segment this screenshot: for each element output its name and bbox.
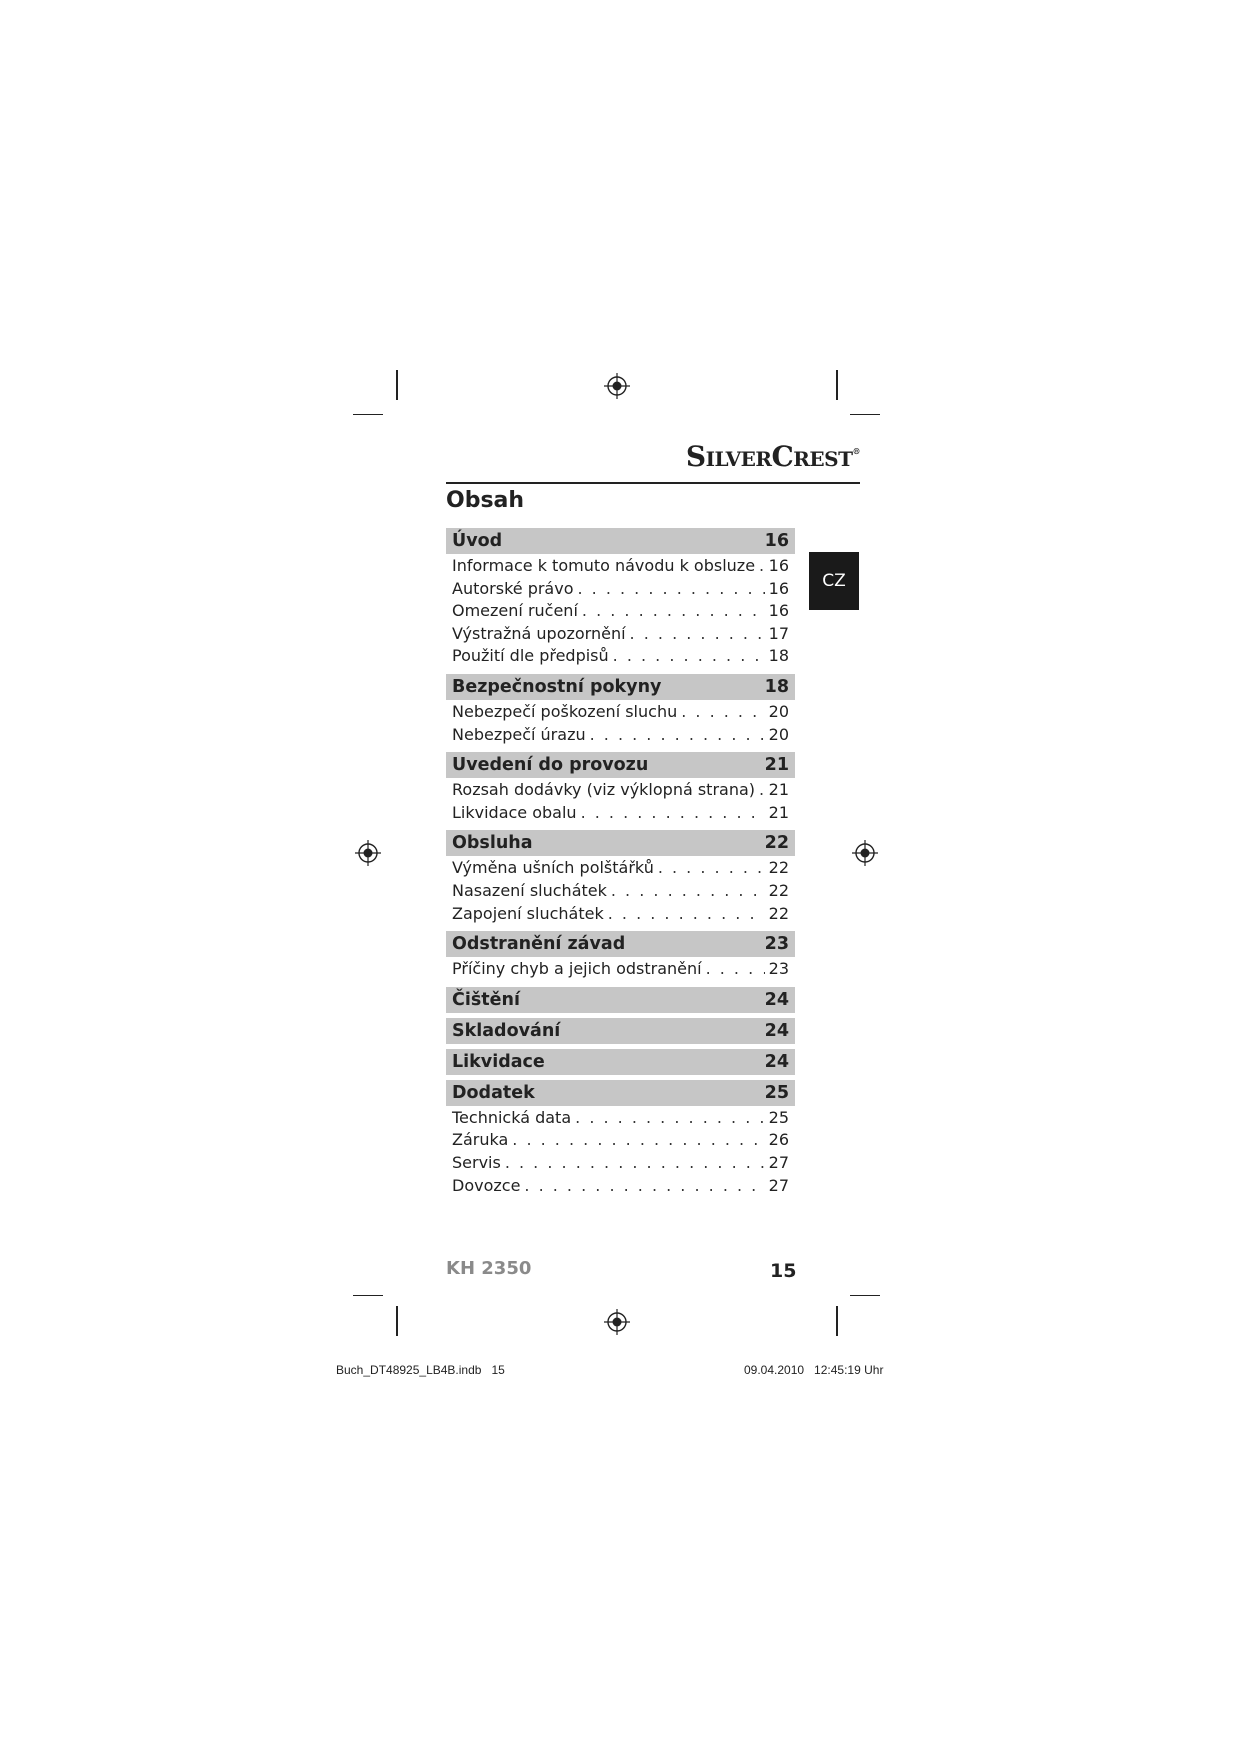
toc-entry-label: Likvidace obalu bbox=[452, 802, 577, 822]
toc-entry-label: Servis bbox=[452, 1152, 501, 1172]
header-rule bbox=[446, 482, 860, 484]
toc-leader-dots bbox=[505, 1153, 765, 1172]
toc-section bbox=[446, 1080, 795, 1198]
toc-leader-dots bbox=[524, 1176, 764, 1195]
toc-entry bbox=[446, 646, 795, 669]
print-slug-file: Buch_DT48925_LB4B.indb 15 bbox=[336, 1363, 505, 1377]
crop-mark bbox=[850, 1295, 880, 1296]
crop-mark bbox=[836, 370, 838, 400]
toc-leader-dots bbox=[630, 624, 765, 643]
toc-entry-page: 26 bbox=[768, 1130, 789, 1150]
toc-entry bbox=[446, 1108, 795, 1131]
toc-entry-label: Informace k tomuto návodu k obsluze bbox=[452, 556, 756, 575]
toc-section bbox=[446, 528, 795, 669]
print-slug-timestamp: 09.04.2010 12:45:19 Uhr bbox=[744, 1363, 884, 1377]
toc-leader-dots bbox=[706, 959, 765, 978]
toc-entry-page: 16 bbox=[768, 556, 789, 575]
toc-entry-page: 21 bbox=[768, 780, 789, 800]
toc-entry-page: 22 bbox=[768, 858, 789, 878]
toc-section-heading bbox=[446, 830, 795, 856]
toc-section-title: Čištění bbox=[452, 989, 520, 1010]
toc-section bbox=[446, 931, 795, 982]
toc-entry-page: 21 bbox=[768, 802, 789, 822]
toc-section bbox=[446, 752, 795, 825]
toc-entry-label: Příčiny chyb a jejich odstranění bbox=[452, 959, 702, 979]
toc-leader-dots bbox=[582, 601, 765, 620]
toc-section bbox=[446, 1049, 795, 1075]
toc-entry bbox=[446, 858, 795, 881]
toc-entry-label: Nebezpečí úrazu bbox=[452, 724, 586, 744]
toc-entry-label: Použití dle předpisů bbox=[452, 646, 609, 666]
toc-entry-page: 16 bbox=[768, 601, 789, 621]
language-tab: CZ bbox=[809, 552, 859, 610]
toc-entry-label: Nasazení sluchátek bbox=[452, 880, 607, 900]
toc-entry bbox=[446, 803, 795, 826]
toc-section-page: 21 bbox=[764, 755, 789, 776]
toc-section-heading bbox=[446, 674, 795, 700]
toc-section bbox=[446, 674, 795, 747]
toc-section bbox=[446, 987, 795, 1013]
toc-section-heading bbox=[446, 1049, 795, 1075]
crop-mark bbox=[353, 1295, 383, 1296]
toc-entry-page: 16 bbox=[768, 578, 789, 598]
toc-entry-page: 18 bbox=[768, 646, 789, 666]
crop-mark bbox=[353, 414, 383, 415]
toc-entry bbox=[446, 624, 795, 647]
toc-entry-label: Technická data bbox=[452, 1107, 572, 1127]
toc-section bbox=[446, 1018, 795, 1044]
toc-entry bbox=[446, 601, 795, 624]
toc-entry bbox=[446, 1176, 795, 1199]
toc-section-heading bbox=[446, 528, 795, 554]
toc-section-page: 18 bbox=[764, 676, 789, 697]
toc-leader-dots bbox=[581, 803, 765, 822]
toc-section-heading bbox=[446, 987, 795, 1013]
toc-section-page: 22 bbox=[764, 833, 789, 854]
toc-section-title: Odstranění závad bbox=[452, 934, 626, 955]
toc-section-page: 23 bbox=[764, 934, 789, 955]
toc-entry-label: Rozsah dodávky (viz výklopná strana) bbox=[452, 780, 756, 800]
toc-leader-dots bbox=[681, 702, 764, 721]
toc-entry-page: 22 bbox=[768, 903, 789, 923]
toc-section-heading bbox=[446, 1018, 795, 1044]
toc-leader-dots bbox=[577, 579, 764, 598]
toc-section-title: Úvod bbox=[452, 531, 503, 551]
toc-entry-page: 22 bbox=[768, 880, 789, 900]
page-title: Obsah bbox=[446, 488, 525, 513]
toc-entry bbox=[446, 579, 795, 602]
model-number: KH 2350 bbox=[446, 1258, 532, 1279]
crop-mark bbox=[850, 414, 880, 415]
toc-entry bbox=[446, 780, 795, 803]
toc-entry-label: Záruka bbox=[452, 1130, 509, 1150]
crop-mark bbox=[396, 370, 398, 400]
toc-leader-dots bbox=[658, 858, 765, 877]
toc-section-title: Skladování bbox=[452, 1020, 561, 1041]
toc-entry bbox=[446, 904, 795, 927]
toc-section-page: 25 bbox=[764, 1082, 789, 1103]
page-number: 15 bbox=[770, 1260, 797, 1282]
toc-leader-dots bbox=[590, 725, 765, 744]
toc-entry-label: Autorské právo bbox=[452, 578, 574, 598]
registration-mark-icon bbox=[355, 840, 381, 866]
toc-entry-label: Výměna ušních polštářků bbox=[452, 858, 654, 878]
toc-section-title: Bezpečnostní pokyny bbox=[452, 676, 662, 697]
toc-section-title: Obsluha bbox=[452, 833, 533, 854]
toc-leader-dots bbox=[575, 1108, 765, 1127]
toc-leader-dots bbox=[512, 1130, 764, 1149]
toc-entry-page: 17 bbox=[768, 623, 789, 643]
crop-mark bbox=[396, 1306, 398, 1336]
toc-entry-label: Zapojení sluchátek bbox=[452, 903, 604, 923]
table-of-contents bbox=[446, 528, 795, 1203]
toc-entry bbox=[446, 725, 795, 748]
toc-entry-label: Výstražná upozornění bbox=[452, 623, 626, 643]
toc-leader-dots bbox=[611, 881, 765, 900]
toc-entry bbox=[446, 556, 795, 579]
toc-entry-page: 23 bbox=[768, 959, 789, 979]
toc-entry-page: 20 bbox=[768, 701, 789, 721]
toc-entry bbox=[446, 1130, 795, 1153]
toc-entry-page: 25 bbox=[768, 1107, 789, 1127]
toc-entry bbox=[446, 1153, 795, 1176]
registration-mark-icon bbox=[852, 840, 878, 866]
toc-section-heading bbox=[446, 752, 795, 778]
toc-section-page: 24 bbox=[764, 1051, 789, 1072]
toc-section-title: Uvedení do provozu bbox=[452, 755, 649, 776]
toc-section-page: 16 bbox=[764, 531, 789, 551]
toc-entry-page: 27 bbox=[768, 1152, 789, 1172]
toc-section bbox=[446, 830, 795, 926]
toc-entry-label: Omezení ručení bbox=[452, 601, 578, 621]
registration-mark-icon bbox=[604, 1309, 630, 1335]
toc-entry-label: Nebezpečí poškození sluchu bbox=[452, 701, 678, 721]
toc-section-page: 24 bbox=[764, 1020, 789, 1041]
toc-entry-label: Dovozce bbox=[452, 1175, 521, 1195]
toc-leader-dots bbox=[613, 646, 765, 665]
toc-section-title: Dodatek bbox=[452, 1082, 535, 1103]
toc-section-heading bbox=[446, 1080, 795, 1106]
brand-logo: SilverCrest® bbox=[685, 440, 860, 473]
toc-entry-page: 27 bbox=[768, 1175, 789, 1195]
toc-section-title: Likvidace bbox=[452, 1051, 545, 1072]
toc-leader-dots bbox=[608, 904, 765, 923]
toc-entry bbox=[446, 959, 795, 982]
toc-section-page: 24 bbox=[764, 989, 789, 1010]
registration-mark-icon bbox=[604, 373, 630, 399]
toc-entry bbox=[446, 702, 795, 725]
toc-section-heading bbox=[446, 931, 795, 957]
crop-mark bbox=[836, 1306, 838, 1336]
toc-entry bbox=[446, 881, 795, 904]
toc-entry-page: 20 bbox=[768, 724, 789, 744]
